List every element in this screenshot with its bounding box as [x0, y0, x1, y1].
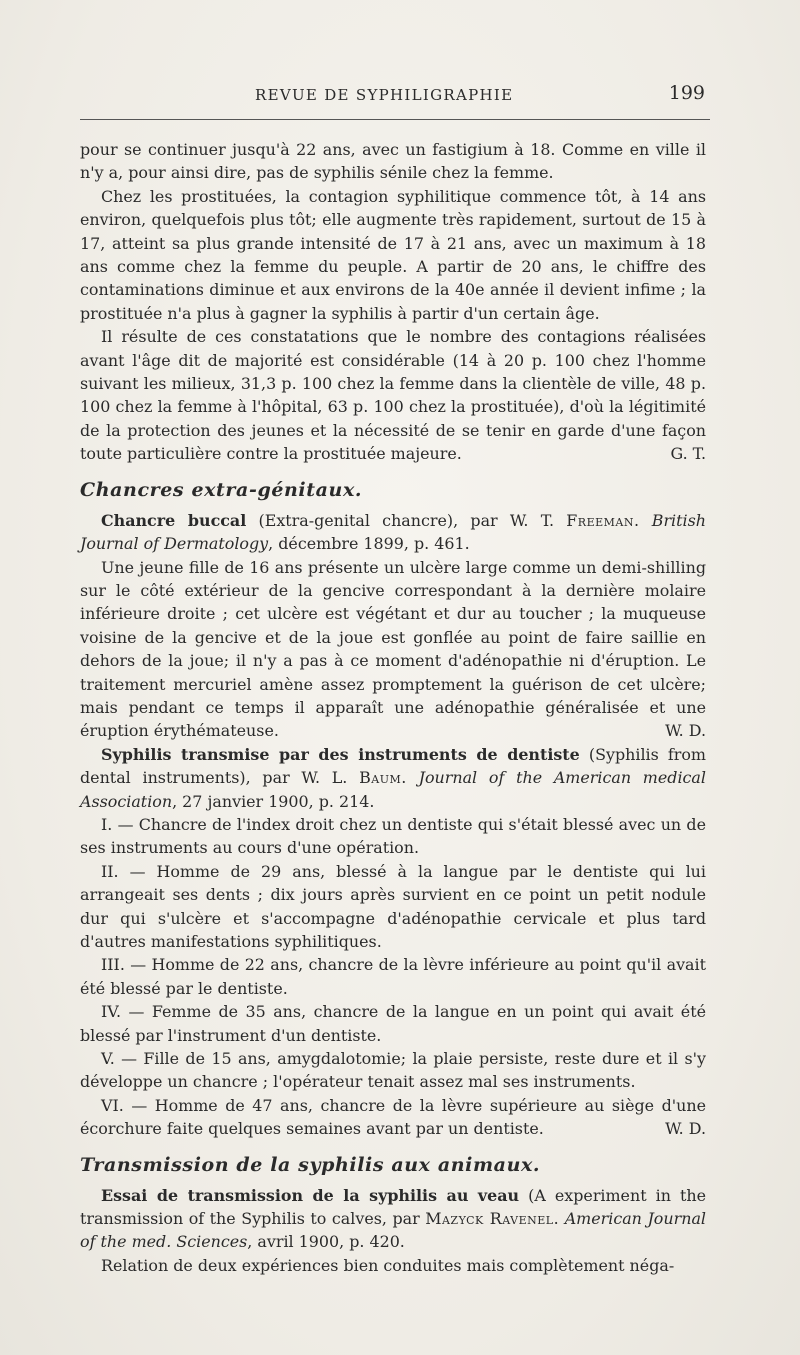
author-name: Freeman.: [566, 510, 640, 530]
article-title: Syphilis transmise par des instruments de dentiste: [101, 744, 580, 764]
page-header: [80, 82, 705, 110]
author-initials: W. T.: [509, 510, 567, 530]
case-item: V. — Fille de 15 ans, amygdalotomie; la plaie persiste, reste dure et il s'y développe un chancre ; l'opérateur tenait assez mal ses instruments.: [80, 1049, 706, 1092]
paragraph: [80, 325, 706, 465]
body-text: [80, 138, 706, 1277]
signature: G. T.: [670, 444, 706, 464]
signature: W. D.: [665, 721, 706, 741]
paragraph: pour se continuer jusqu'à 22 ans, avec un fastigium à 18. Comme en ville il n'y a, pour ainsi dire, pas de syphilis sénile chez la femme.: [80, 140, 706, 183]
article-citation: [80, 509, 706, 556]
case-text: VI. — Homme de 47 ans, chancre de la lèvre supérieure au siège d'une écorchure faite quelques semaines avant par un dentiste.: [80, 1095, 706, 1139]
author-initials: W. L.: [301, 768, 360, 788]
journal-name: American Journal of the med. Sciences: [80, 1209, 706, 1252]
case-item: III. — Homme de 22 ans, chancre de la lèvre inférieure au point qu'il avait été blessé par le dentiste.: [80, 955, 706, 998]
paragraph: Chez les prostituées, la contagion syphilitique commence tôt, à 14 ans environ, quelquefois plus tôt; elle augmente très rapidement, surtout de 15 à 17, atteint sa plus grande intensité de 17 à 21 ans, avec un maximum à 18 ans comme chez la femme du peuple. A partir de 20 ans, le chiffre des contaminations diminue et aux environs de la 40e année il devient infime ; la prostituée n'a plus à gagner la syphilis à partir d'un certain âge.: [80, 186, 706, 323]
case-item: [80, 1094, 706, 1141]
header-rule: [80, 119, 710, 120]
author-name: Baum.: [359, 768, 407, 788]
reference: , avril 1900, p. 420.: [247, 1232, 405, 1252]
paragraph: Relation de deux expériences bien conduites mais complètement néga-: [101, 1255, 675, 1275]
case-item: I. — Chancre de l'index droit chez un dentiste qui s'était blessé avec un de ses instruments au cours d'une opération.: [80, 814, 706, 858]
article-title: Chancre buccal: [101, 510, 247, 530]
page-number: 199: [668, 82, 705, 104]
article-citation: [80, 1184, 706, 1254]
article-paren: (Syphilis from dental instruments), par: [80, 744, 706, 788]
case-item: II. — Homme de 29 ans, blessé à la langue par le dentiste qui lui arrangeait ses dents ; dix jours après survient en ce point un petit nodule dur qui s'ulcère et s'accompagne d'adénopathie cervicale et plus tard d'autres manifestations syphilitiques.: [80, 861, 706, 951]
running-title: REVUE DE SYPHILIGRAPHIE: [255, 86, 514, 104]
article-paren: (Extra-genital chancre), par: [246, 510, 510, 530]
journal-name: Journal of the American medical Association: [80, 768, 706, 811]
article-title: Essai de transmission de la syphilis au veau: [101, 1185, 520, 1205]
signature: W. D.: [665, 1119, 706, 1139]
paragraph-text: Une jeune fille de 16 ans présente un ulcère large comme un demi-shilling sur le côté extérieur de la gencive correspondant à la dernière molaire inférieure droite ; cet ulcère est végétant et dur au toucher ; la muqueuse voisine de la gencive et de la joue est gonflée au point de faire saillie en dehors de la joue; il n'y a pas à ce moment d'adénopathie ni d'éruption. Le traitement mercuriel amène assez promptement la guérison de cet ulcère; mais pendant ce temps il apparaît une adénopathie généralisée et une éruption érythémateuse.: [80, 557, 706, 741]
paragraph-text: Il résulte de ces constatations que le nombre des contagions réalisées avant l'âge dit de majorité est considérable (14 à 20 p. 100 chez l'homme suivant les milieux, 31,3 p. 100 chez la femme dans la clientèle de ville, 48 p. 100 chez la femme à l'hôpital, 63 p. 100 chez la prostituée), d'où la légitimité de la protection des jeunes et la nécessité de se tenir en garde d'une façon toute particulière contre la prostituée majeure.: [80, 327, 706, 464]
paragraph: [80, 556, 706, 743]
reference: , 27 janvier 1900, p. 214.: [172, 791, 375, 811]
author-name: Mazyck Ravenel.: [425, 1209, 560, 1229]
case-item: IV. — Femme de 35 ans, chancre de la langue en un point qui avait été blessé par l'instrument d'un dentiste.: [80, 1002, 706, 1045]
section-heading: Transmission de la syphilis aux animaux.: [80, 1153, 541, 1176]
reference: , décembre 1899, p. 461.: [268, 534, 470, 554]
article-citation: [80, 743, 706, 813]
article-paren: (A experiment in the transmission of the Syphilis to calves, par: [80, 1185, 706, 1229]
journal-name: British Journal of Dermatology: [80, 510, 706, 554]
section-heading: Chancres extra-génitaux.: [80, 478, 363, 501]
